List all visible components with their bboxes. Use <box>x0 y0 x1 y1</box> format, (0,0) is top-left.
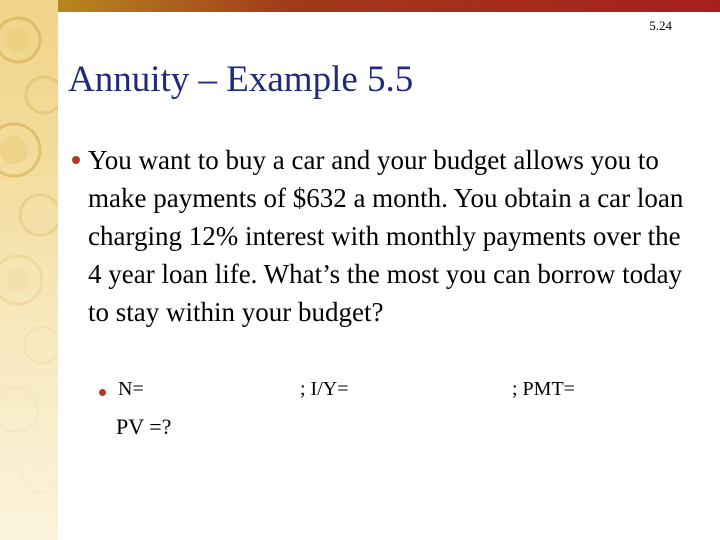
header-bar <box>0 0 720 12</box>
bullet-icon <box>72 156 80 164</box>
pmt-label: ; PMT= <box>512 378 575 400</box>
coin-collage-icon <box>0 0 58 540</box>
decorative-sidebar <box>0 0 58 540</box>
bullet-text: You want to buy a car and your budget allows you to make payments of $632 a month. You obtain a car loan charging 12% interest with monthly payments over the 4 year loan life. What’s the most you can borrow today to stay within your budget? <box>88 145 684 327</box>
n-label: N= <box>118 378 144 400</box>
slide-title: Annuity – Example 5.5 <box>68 59 414 100</box>
slide-number: 5.24 <box>649 18 672 33</box>
iy-label: ; I/Y= <box>300 378 349 400</box>
sub-bullet-icon <box>99 389 106 396</box>
pv-label: PV =? <box>116 414 172 439</box>
